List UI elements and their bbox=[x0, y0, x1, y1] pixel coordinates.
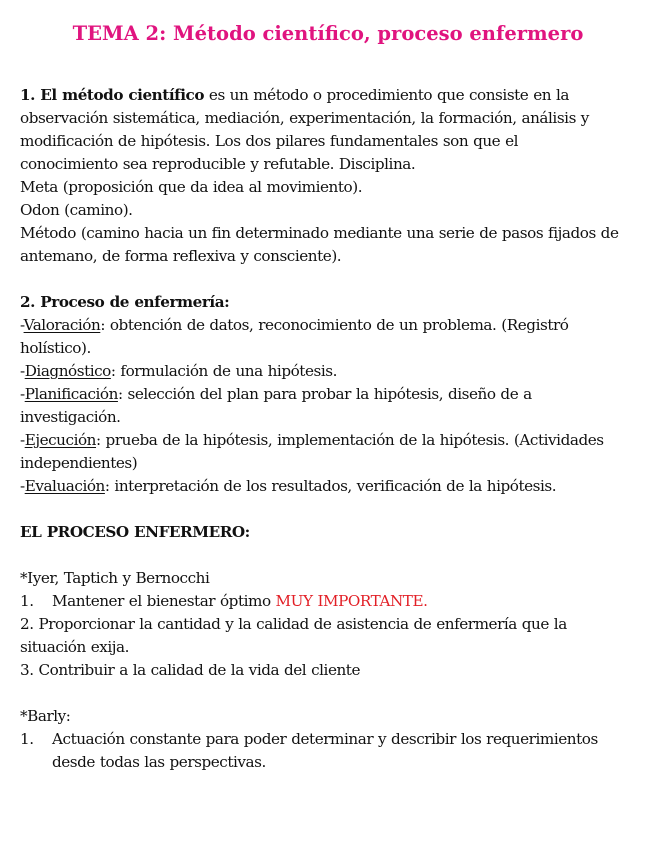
emphasis-text: MUY IMPORTANTE. bbox=[275, 592, 428, 610]
document-body bbox=[20, 84, 620, 774]
metodo-line: Método (camino hacia un fin determinado mediante una serie de pasos fijados de antemano, de forma reflexiva y consciente). bbox=[20, 224, 619, 265]
step-planificacion: -Planificación: selección del plan para probar la hipótesis, diseño de a investigación. bbox=[20, 385, 532, 426]
barly-label: *Barly: bbox=[20, 707, 71, 725]
step-term: Valoración bbox=[23, 316, 101, 334]
section3-heading: EL PROCESO ENFERMERO: bbox=[20, 523, 250, 541]
step-term: Planificación bbox=[24, 385, 118, 403]
section2-heading: 2. Proceso de enfermería: bbox=[20, 293, 230, 311]
section1-heading: 1. El método científico bbox=[20, 86, 205, 104]
step-ejecucion: -Ejecución: prueba de la hipótesis, implementación de la hipótesis. (Actividades independientes) bbox=[20, 431, 604, 472]
meta-line: Meta (proposición que da idea al movimiento). bbox=[20, 178, 363, 196]
iyer-item-2: 2. Proporcionar la cantidad y la calidad de asistencia de enfermería que la situación exija. bbox=[20, 615, 567, 656]
section1-intro: es un método o procedimiento que consiste en la observación sistemática, mediación, experimentación, la formación, análisis y modificación de hipótesis. Los dos pilares fundamentales son que el conocimiento sea reproducible y refutable. Disciplina. bbox=[20, 86, 589, 173]
step-term: Diagnóstico bbox=[24, 362, 111, 380]
step-term: Evaluación bbox=[24, 477, 105, 495]
step-evaluacion: -Evaluación: interpretación de los resultados, verificación de la hipótesis. bbox=[20, 477, 557, 495]
iyer-label: *Iyer, Taptich y Bernocchi bbox=[20, 569, 210, 587]
barly-item-1: 1. Actuación constante para poder determinar y describir los requerimientos desde todas las perspectivas. bbox=[20, 730, 598, 771]
page-title: TEMA 2: Método científico, proceso enfermero bbox=[72, 22, 584, 45]
section1-paragraph bbox=[20, 84, 620, 176]
step-diagnostico: -Diagnóstico: formulación de una hipótesis. bbox=[20, 362, 337, 380]
iyer-item-3: 3. Contribuir a la calidad de la vida del cliente bbox=[20, 661, 361, 679]
step-term: Ejecución bbox=[24, 431, 96, 449]
step-valoracion: -Valoración: obtención de datos, reconocimiento de un problema. (Registró holístico). bbox=[20, 316, 569, 357]
iyer-item-1: 1. Mantener el bienestar óptimo MUY IMPORTANTE. bbox=[20, 592, 428, 610]
odon-line: Odon (camino). bbox=[20, 201, 133, 219]
